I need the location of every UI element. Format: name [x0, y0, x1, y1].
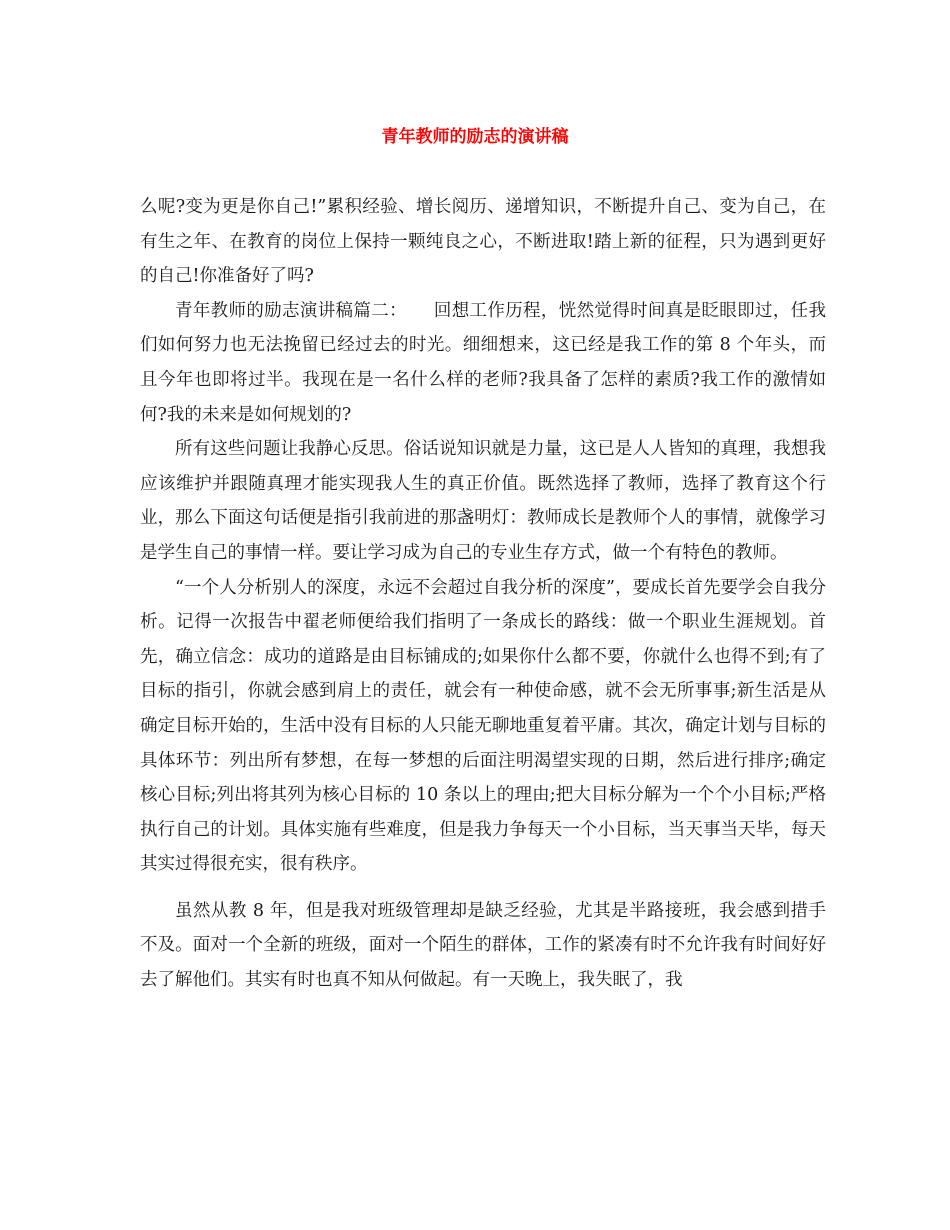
paragraph: “一个人分析别人的深度，永远不会超过自我分析的深度”，要成长首先要学会自我分析。记得一次报告中翟老师便给我们指明了一条成长的路线：做一个职业生涯规划。首先，确立信念：成功的道路是由目标铺成的;如果你什么都不要，你就什么也得不到;有了目标的指引，你就会感到肩上的责任，就会有一种使命感，就不会无所事事;新生活是从确定目标开始的，生活中没有目标的人只能无聊地重复着平庸。其次，确定计划与目标的具体环节：列出所有梦想，在每一梦想的后面注明渴望实现的日期，然后进行排序;确定核心目标;列出将其列为核心目标的 10 条以上的理由;把大目标分解为一个个小目标;严格执行自己的计划。具体实施有些难度，但是我力争每天一个小目标，当天事当天毕，每天其实过得很充实，很有秩序。 [140, 577, 826, 875]
paragraph: 么呢?变为更是你自己!”累积经验、增长阅历、递增知识，不断提升自己、变为自己，在有生之年、在教育的岗位上保持一颗纯良之心，不断进取!踏上新的征程，只为遇到更好的自己!你准备好了吗? [140, 197, 826, 287]
paragraph: 青年教师的励志演讲稿篇二： 回想工作历程，恍然觉得时间真是眨眼即过，任我们如何努力也无法挽留已经过去的时光。细细想来，这已经是我工作的第 8 个年头，而且今年也即将过半。我现在是一名什么样的老师?我具备了怎样的素质?我工作的激情如何?我的未来是如何规划的? [140, 300, 826, 425]
page-title: 青年教师的励志的演讲稿 [381, 127, 569, 147]
paragraph: 所有这些问题让我静心反思。俗话说知识就是力量，这已是人人皆知的真理，我想我应该维护并跟随真理才能实现我人生的真正价值。既然选择了教师，选择了教育这个行业，那么下面这句话便是指引我前进的那盏明灯：教师成长是教师个人的事情，就像学习是学生自己的事情一样。要让学习成为自己的专业生存方式，做一个有特色的教师。 [140, 439, 826, 563]
document-body [140, 190, 826, 998]
paragraph: 虽然从教 8 年，但是我对班级管理却是缺乏经验，尤其是半路接班，我会感到措手不及。面对一个全新的班级，面对一个陌生的群体，工作的紧凑有时不允许我有时间好好去了解他们。其实有时也真不知从何做起。有一天晚上，我失眠了，我 [140, 900, 826, 991]
